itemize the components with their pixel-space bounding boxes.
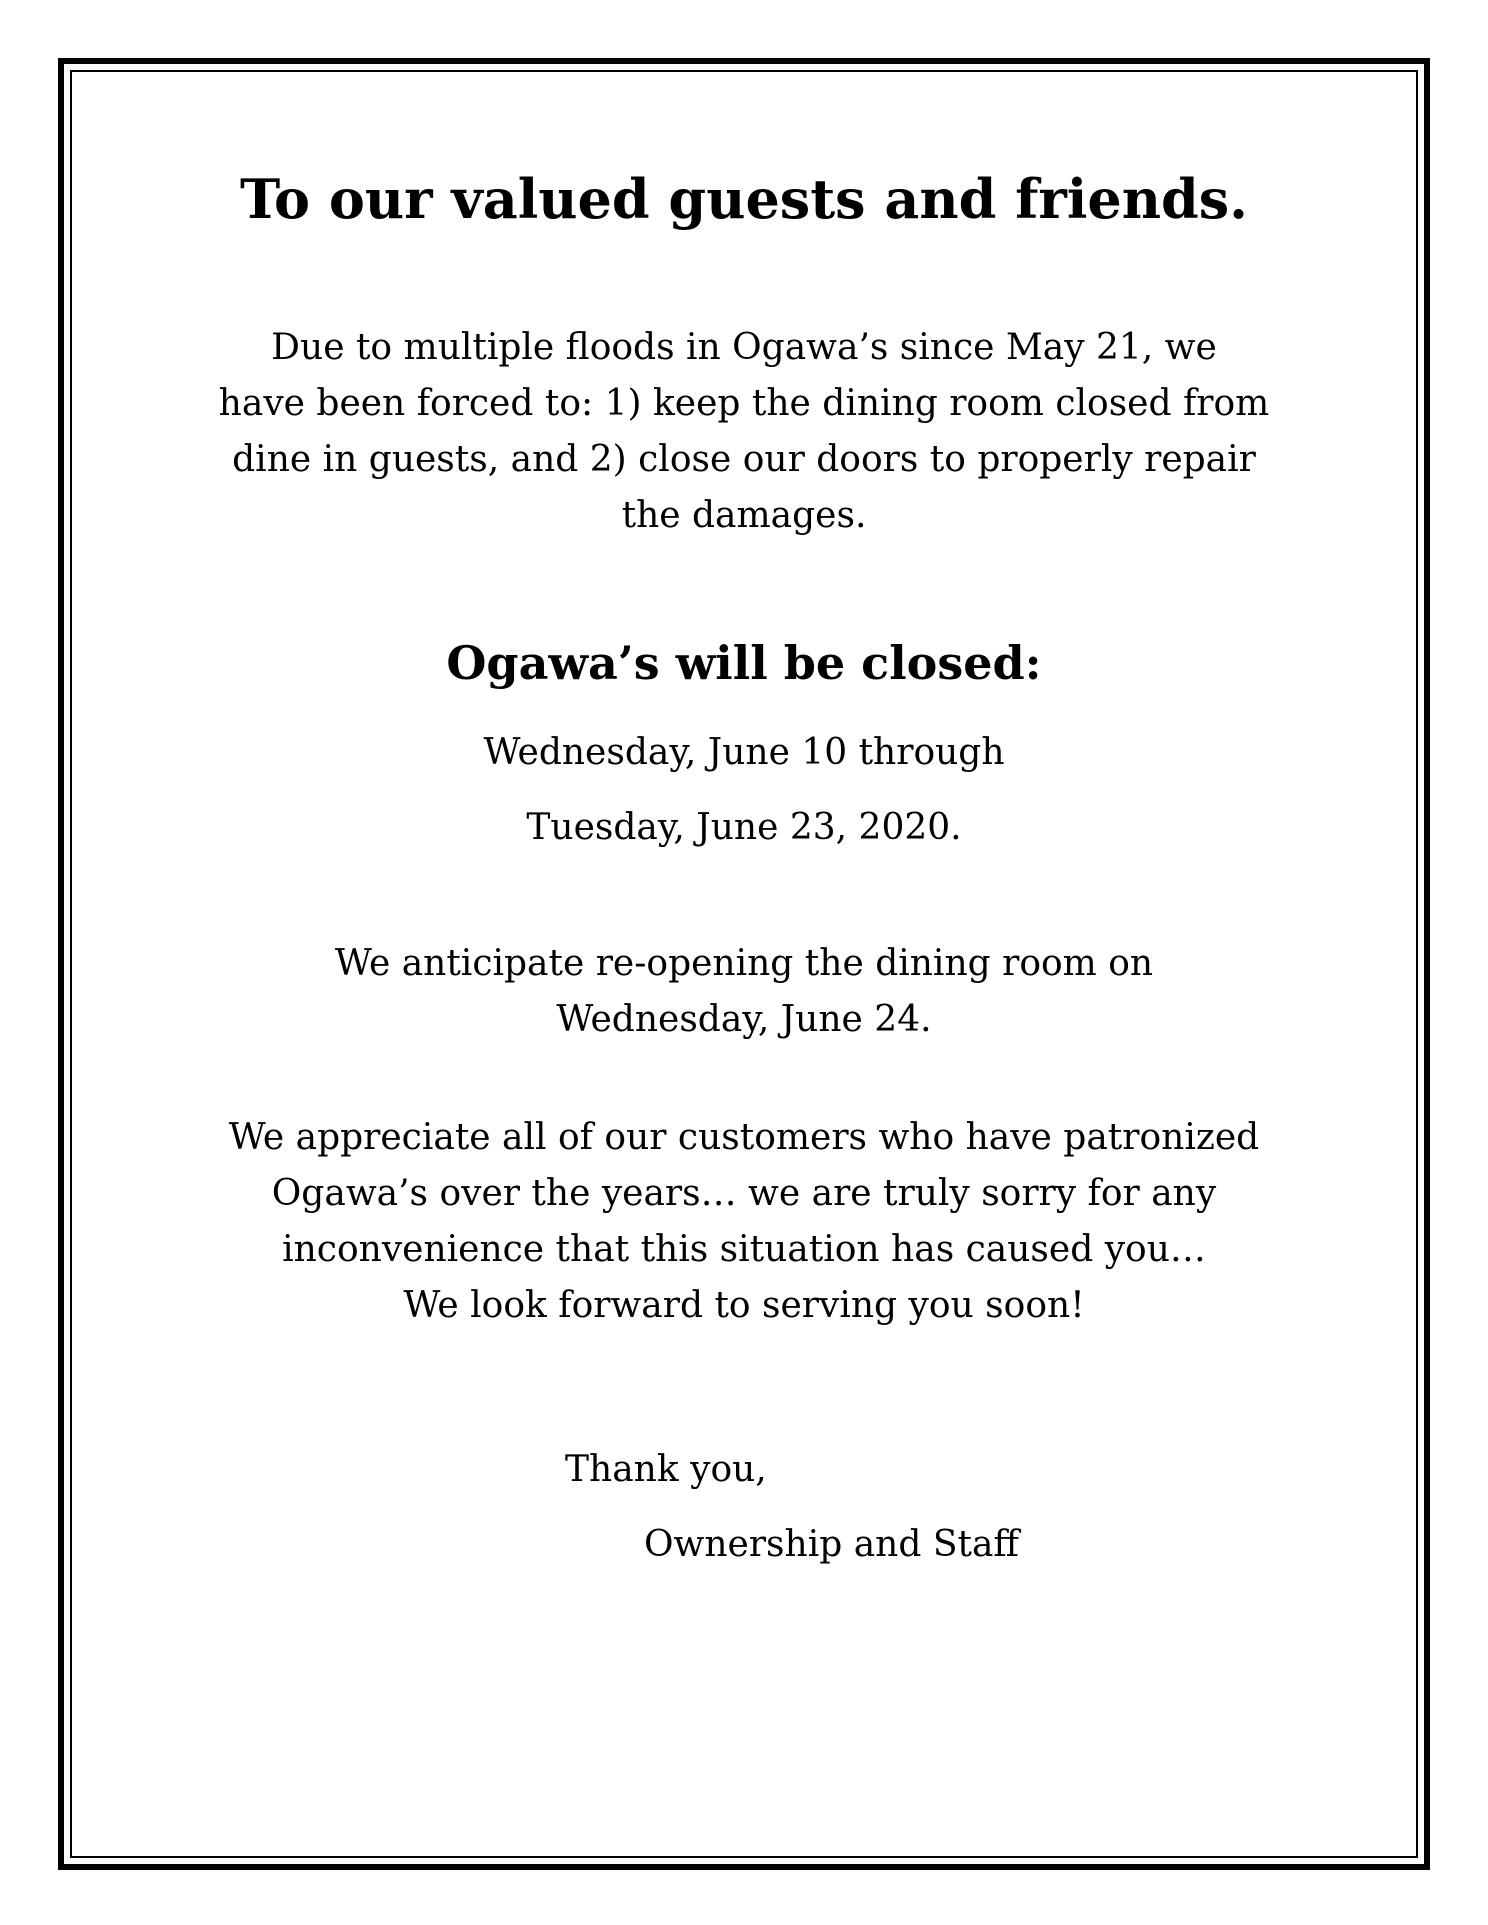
- reopen-line: Wednesday, June 24.: [556, 999, 932, 1040]
- appreciation-line: We look forward to serving you soon!: [403, 1285, 1085, 1326]
- appreciation-line: Ogawa’s over the years… we are truly sorry for any: [271, 1173, 1217, 1214]
- intro-line: Due to multiple floods in Ogawa’s since May 21, we: [271, 327, 1217, 368]
- intro-line: have been forced to: 1) keep the dining room closed from: [218, 383, 1270, 424]
- intro-line: dine in guests, and 2) close our doors to properly repair: [232, 439, 1256, 480]
- closed-from-date: Wednesday, June 10 through: [483, 732, 1005, 773]
- notice-title: To our valued guests and friends.: [240, 167, 1248, 231]
- closing-text: Thank you,: [565, 1449, 767, 1490]
- signature-text: Ownership and Staff: [644, 1524, 1019, 1565]
- appreciation-line: We appreciate all of our customers who have patronized: [228, 1117, 1260, 1158]
- reopen-paragraph: [100, 936, 1388, 1048]
- closed-heading: Ogawa’s will be closed:: [446, 636, 1042, 690]
- closed-to-date: Tuesday, June 23, 2020.: [526, 807, 962, 848]
- intro-line: the damages.: [621, 495, 867, 536]
- appreciation-paragraph: [80, 1110, 1408, 1334]
- appreciation-line: inconvenience that this situation has caused you…: [282, 1229, 1206, 1270]
- reopen-line: We anticipate re-opening the dining room on: [334, 943, 1154, 984]
- intro-paragraph: [100, 320, 1388, 544]
